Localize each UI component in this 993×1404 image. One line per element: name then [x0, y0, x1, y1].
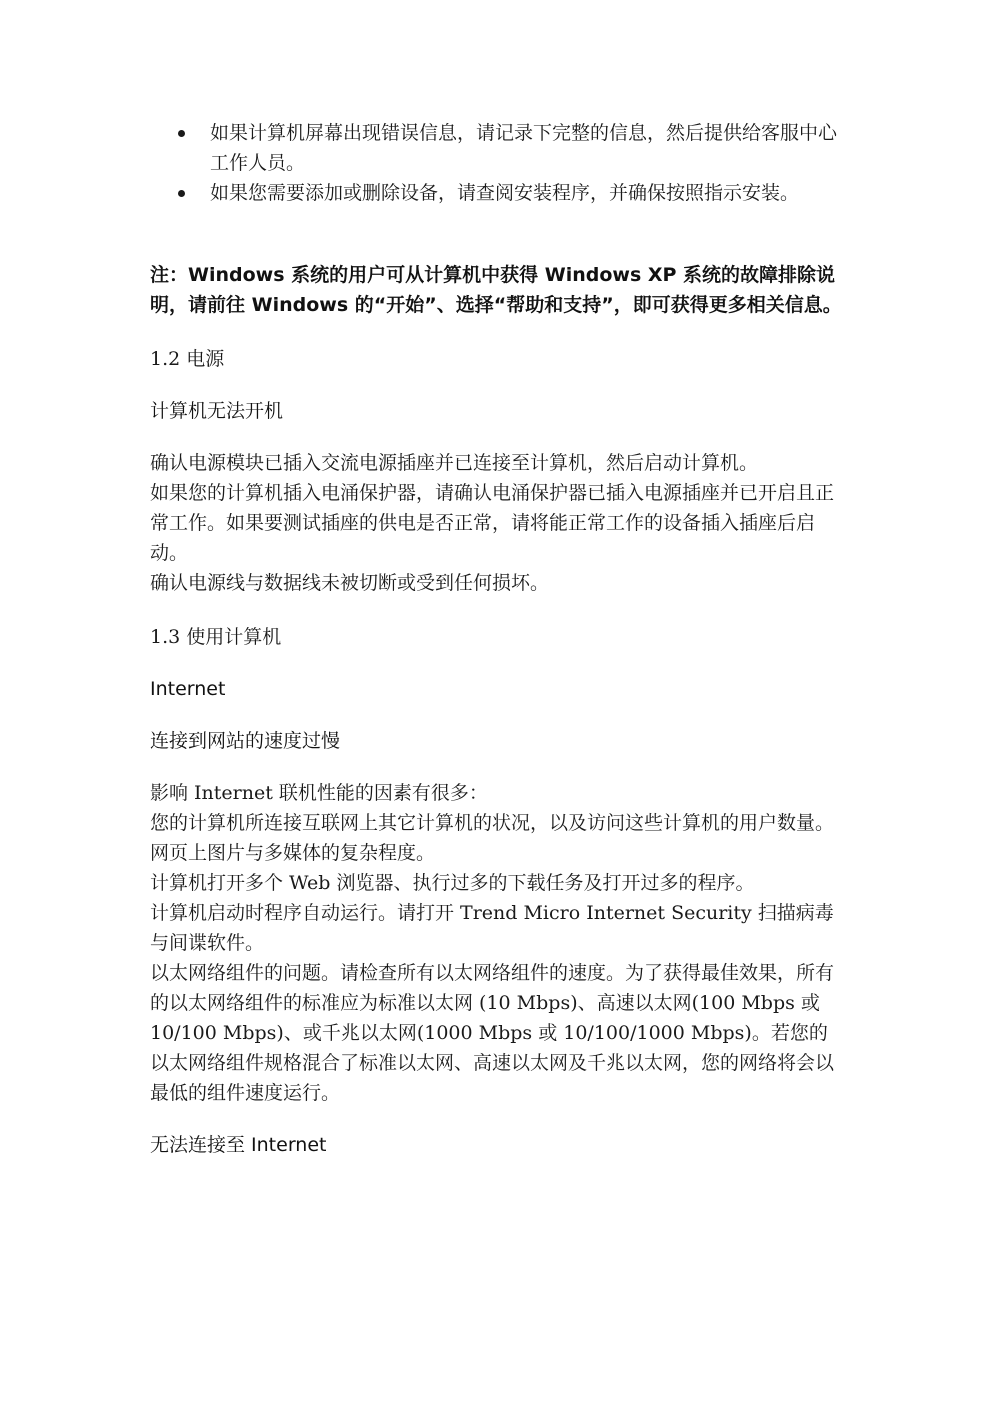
subtitle-internet: Internet	[150, 678, 226, 700]
paragraph: 网页上图片与多媒体的复杂程度。	[150, 842, 436, 864]
troubleshooting-bullet-list	[150, 118, 845, 208]
list-item	[150, 118, 845, 178]
slow-connection-paragraphs	[150, 778, 845, 1108]
list-item	[150, 178, 845, 208]
document-page	[150, 118, 845, 1160]
paragraph: 以太网络组件的问题。请检查所有以太网络组件的速度。为了获得最佳效果，所有的以太网络组件的标准应为标准以太网 (10 Mbps)、高速以太网(100 Mbps 或 10/100 Mbps)、或千兆以太网(1000 Mbps 或 10/100/1000 Mbps)。若您的以太网络组件规格混合了标准以太网、高速以太网及千兆以太网，您的网络将会以最低的组件速度运行。	[150, 962, 835, 1104]
paragraph: 计算机启动时程序自动运行。请打开 Trend Micro Internet Security 扫描病毒与间谍软件。	[150, 902, 834, 954]
heading-cannot-connect-internet: 无法连接至 Internet	[150, 1134, 327, 1156]
bullet-text: 如果您需要添加或删除设备，请查阅安装程序，并确保按照指示安装。	[210, 182, 800, 204]
bullet-text: 如果计算机屏幕出现错误信息，请记录下完整的信息，然后提供给客服中心工作人员。	[210, 122, 838, 174]
heading-slow-connection: 连接到网站的速度过慢	[150, 730, 341, 752]
windows-note: 注：Windows 系统的用户可从计算机中获得 Windows XP 系统的故障排除说明，请前往 Windows 的“开始”、选择“帮助和支持”，即可获得更多相关信息。	[150, 264, 842, 316]
heading-cannot-power-on: 计算机无法开机	[150, 400, 284, 422]
power-paragraphs	[150, 448, 845, 598]
section-title-power: 1.2 电源	[150, 348, 225, 370]
paragraph: 确认电源线与数据线未被切断或受到任何损坏。	[150, 572, 550, 594]
paragraph: 您的计算机所连接互联网上其它计算机的状况，以及访问这些计算机的用户数量。	[150, 812, 835, 834]
bullet-dot-icon	[178, 190, 185, 197]
paragraph: 计算机打开多个 Web 浏览器、执行过多的下载任务及打开过多的程序。	[150, 872, 755, 894]
paragraph: 影响 Internet 联机性能的因素有很多：	[150, 782, 488, 804]
bullet-dot-icon	[178, 130, 185, 137]
paragraph: 确认电源模块已插入交流电源插座并已连接至计算机，然后启动计算机。	[150, 452, 759, 474]
paragraph: 如果您的计算机插入电涌保护器，请确认电涌保护器已插入电源插座并已开启且正常工作。如果要测试插座的供电是否正常，请将能正常工作的设备插入插座后启动。	[150, 482, 835, 564]
section-title-use-computer: 1.3 使用计算机	[150, 626, 282, 648]
